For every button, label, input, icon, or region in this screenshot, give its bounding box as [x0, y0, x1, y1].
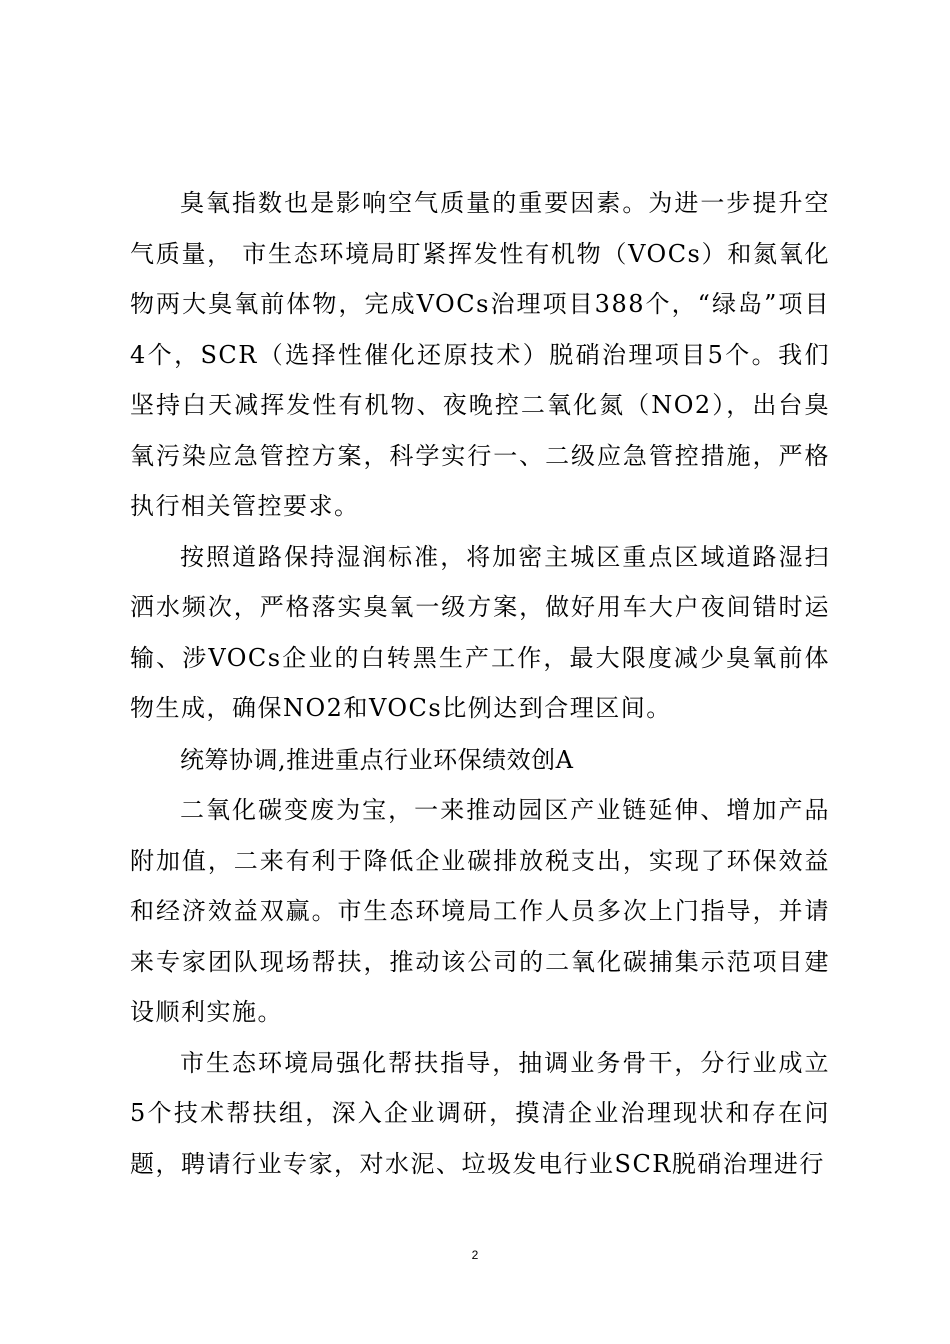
paragraph-carbon-dioxide: 二氧化碳变废为宝，一来推动园区产业链延伸、增加产品附加值，二来有利于降低企业碳排放税支出，实现了环保效益和经济效益双赢。市生态环境局工作人员多次上门指导，并请来专家团队现场帮扶，推动该公司的二氧化碳捕集示范项目建设顺利实施。 — [130, 796, 830, 1026]
document-body — [130, 178, 830, 1189]
paragraph-road-cleaning: 按照道路保持湿润标准，将加密主城区重点区域道路湿扫洒水频次，严格落实臭氧一级方案，做好用车大户夜间错时运输、涉VOCs企业的白转黑生产工作，最大限度减少臭氧前体物生成，确保NO2和VOCs比例达到合理区间。 — [130, 542, 830, 722]
section-heading: 统筹协调,推进重点行业环保绩效创A — [180, 745, 574, 774]
page-number: 2 — [471, 1248, 479, 1262]
paragraph-technical-support: 市生态环境局强化帮扶指导，抽调业务骨干，分行业成立5个技术帮扶组，深入企业调研，摸清企业治理现状和存在问题，聘请行业专家，对水泥、垃圾发电行业SCR脱硝治理进行 — [130, 1048, 830, 1178]
paragraph-ozone-control: 臭氧指数也是影响空气质量的重要因素。为进一步提升空气质量， 市生态环境局盯紧挥发性有机物（VOCs）和氮氧化物两大臭氧前体物，完成VOCs治理项目388个，“绿岛”项目4个，SCR（选择性催化还原技术）脱硝治理项目5个。我们坚持白天减挥发性有机物、夜晚控二氧化氮（NO2），出台臭氧污染应急管控方案，科学实行一、二级应急管控措施，严格执行相关管控要求。 — [130, 189, 830, 520]
